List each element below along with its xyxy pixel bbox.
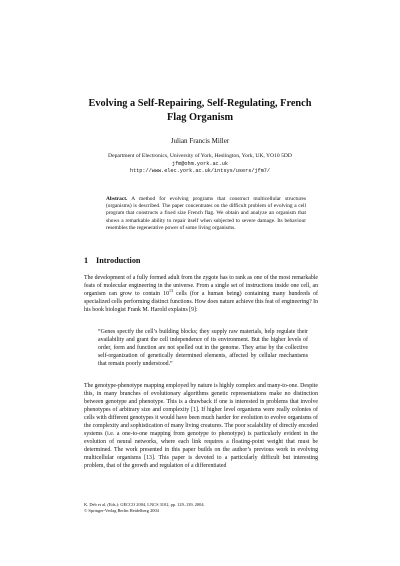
- footer-copyright: © Springer-Verlag Berlin Heidelberg 2004: [84, 508, 159, 513]
- page-footer: [84, 502, 318, 514]
- author-homepage-url: http://www.elec.york.ac.uk/intsys/users/jfm7/: [129, 168, 271, 175]
- affiliation-block: [60, 153, 340, 176]
- abstract: [106, 196, 306, 232]
- author-email: jfm@ohm.york.ac.uk: [171, 160, 229, 167]
- affiliation-department: Department of Electronics, University of York, Heslington, York, UK, YO10 5DD: [108, 153, 292, 159]
- section-number: 1: [84, 256, 89, 265]
- section-title: Introduction: [96, 256, 141, 265]
- intro-paragraph-1: [84, 274, 318, 314]
- harold-quote: “Genes specify the cell’s building blocks; they supply raw materials, help regulate their availability and grant the cell independence of its environment. But the higher levels of order, form and function are not spelled out in the genome. They arise by the collective self-organization of genetically determined elements, affected by cellular mechanisms that remain poorly understood.”: [98, 329, 308, 368]
- abstract-label: Abstract.: [106, 196, 128, 202]
- abstract-text: A method for evolving programs that construct multicellular structures (organisms) is described. The paper concentrates on the difficult problem of evolving a cell program that constructs a fixed size French flag. We obtain and analyze an organism that shows a remarkable ability to repair itself when subjected to severe damage. Its behaviour resembles the regenerative power of some living organisms.: [106, 196, 306, 231]
- section-heading: [84, 256, 324, 266]
- footer-citation: K. Deb et al. (Eds.): GECCO 2004, LNCS 3102, pp. 129–139, 2004.: [84, 502, 205, 507]
- intro-paragraph-2: The genotype-phenotype mapping employed by nature is highly complex and many-to-one. Despite this, in many branches of evolutionary algorithms genetic representations make no distinction between genotype and phenotype. This is a drawback if one is interested in problems that involve phenotypes of arbitrary size and complexity [1]. If higher level organisms were really colonies of cells with different genotypes it would have been much harder for evolution to evolve organisms of the complexity and sophistication of many living creatures. The poor scalability of directly encoded systems (i.e. a one-to-one mapping from genotype to phenotype) is particularly evident in the evolution of neural networks, where each link requires a floating-point weight that must be determined. The work presented in this paper builds on the author’s previous work in evolving multicellular organisms [13]. This paper is devoted to a particularly difficult but interesting problem, that of the growth and regulation of a differentiated: [84, 383, 318, 470]
- intro-paragraph-1-part-a: The development of a fully formed adult from the zygote has to rank as one of the most remarkable feats of molecular engineering in the universe. From a single set of instructions inside one cell, an organism can grow to contain 10: [84, 275, 318, 298]
- paper-title: Evolving a Self-Repairing, Self-Regulating, French Flag Organism: [88, 98, 312, 123]
- intro-exponent: 13: [169, 288, 173, 294]
- intro-paragraph-1-part-b: cells (for a human being) containing many hundreds of specialized cells performing distinct functions. How does nature achieve this feat of engineering? In his book biologist Frank M. Harold explains [9]:: [84, 291, 318, 314]
- author-name: Julian Francis Miller: [170, 137, 230, 145]
